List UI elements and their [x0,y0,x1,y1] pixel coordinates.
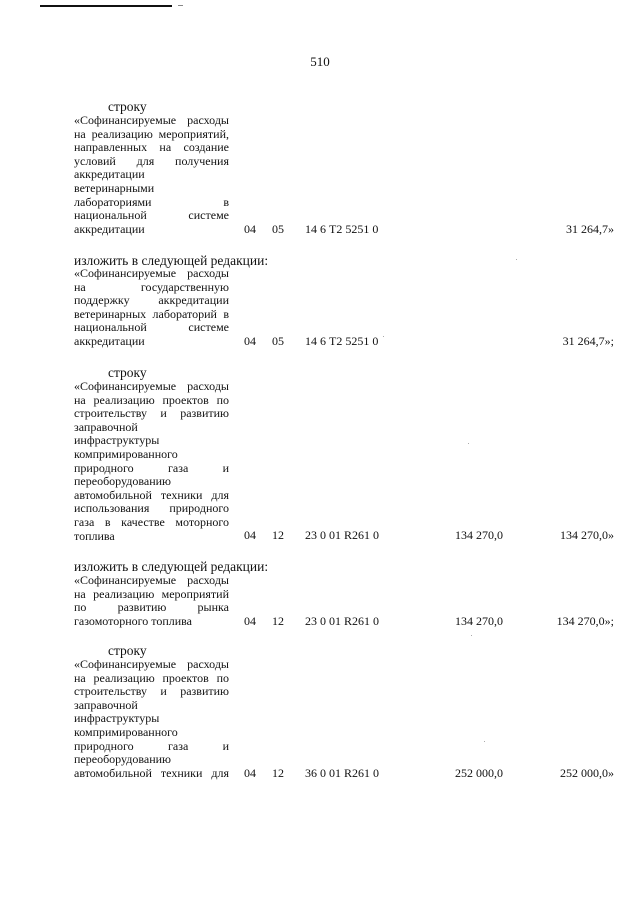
text-line: газа в качестве моторного [74,515,229,529]
section-text [74,574,229,628]
text-line: «Софинансируемые расходы [74,574,229,587]
code-section: 04 [244,614,256,628]
amount-second: 134 270,0» [560,528,614,542]
header-rule [40,5,172,7]
text-line: аккредитации [74,168,145,182]
text-line: на реализацию мероприятий, [74,127,229,141]
text-line: «Софинансируемые расходы [74,267,229,280]
text-line: «Софинансируемые расходы [74,380,229,393]
code-target-article: 14 6 Т2 5251 0 [305,334,379,348]
text-line: переоборудованию [74,475,172,489]
header-rule-tick [178,5,183,6]
code-subsection: 12 [272,614,284,628]
text-line: ветеринарными [74,181,155,195]
text-line: заправочной [74,698,138,712]
text-line: компримированного [74,725,178,739]
text-line: компримированного [74,447,178,461]
section-heading: строку [108,99,147,114]
code-section: 04 [244,766,256,780]
code-section: 04 [244,334,256,348]
text-line: ветеринарных лабораторий в [74,307,229,321]
code-section: 04 [244,528,256,542]
scan-speck [383,336,384,337]
section-text [74,658,229,780]
scan-speck [516,259,517,260]
scan-speck [471,635,472,636]
text-line: строительству и развитию [74,685,229,699]
code-section: 04 [244,222,256,236]
text-line: автомобильной техники для [74,488,229,502]
text-line: инфраструктуры [74,712,160,726]
code-target-article: 23 0 01 R261 0 [305,614,380,628]
scan-speck [484,741,485,742]
text-line: строительству и развитию [74,407,229,421]
section-text [74,267,229,349]
text-line: инфраструктуры [74,434,160,448]
amount-first: 134 270,0 [455,614,503,628]
text-line: автомобильной техники для [74,766,229,780]
text-line: поддержку аккредитации [74,294,229,308]
amount-first: 134 270,0 [455,528,503,542]
text-line: условий для получения [74,154,229,168]
section-heading: изложить в следующей редакции: [74,253,269,268]
text-line: направленных на создание [74,141,229,155]
code-subsection: 12 [272,766,284,780]
text-line: аккредитации [74,222,145,236]
section-heading: строку [108,643,147,658]
amount-second: 31 264,7» [566,222,614,236]
amount-first: 252 000,0 [455,766,503,780]
text-line: аккредитации [74,334,145,348]
text-line: национальной системе [74,321,229,335]
text-line: использования природного [74,502,229,516]
amount-second: 134 270,0»; [556,614,614,628]
section-heading: строку [108,365,147,380]
section-text [74,380,229,543]
section-heading: изложить в следующей редакции: [74,559,269,574]
text-line: топлива [74,529,115,543]
code-subsection: 05 [272,222,284,236]
text-line: переоборудованию [74,753,172,767]
code-target-article: 36 0 01 R261 0 [305,766,380,780]
text-line: газомоторного топлива [74,614,193,628]
code-target-article: 23 0 01 R261 0 [305,528,380,542]
amount-second: 31 264,7»; [562,334,614,348]
scan-speck [468,443,469,444]
text-line: природного газа и [74,739,229,753]
text-line: природного газа и [74,461,229,475]
text-line: на реализацию мероприятий [74,587,229,601]
text-line: «Софинансируемые расходы [74,114,229,127]
text-line: на реализацию проектов по [74,671,229,685]
text-line: на государственную [74,280,229,294]
text-line: «Софинансируемые расходы [74,658,229,671]
code-target-article: 14 6 Т2 5251 0 [305,222,379,236]
text-line: по развитию рынка [74,601,229,615]
text-line: лабораториями в [74,195,229,209]
text-line: национальной системе [74,209,229,223]
section-text [74,114,229,236]
text-line: заправочной [74,420,138,434]
text-line: на реализацию проектов по [74,393,229,407]
amount-second: 252 000,0» [560,766,614,780]
code-subsection: 05 [272,334,284,348]
page-number: 510 [310,54,330,69]
code-subsection: 12 [272,528,284,542]
